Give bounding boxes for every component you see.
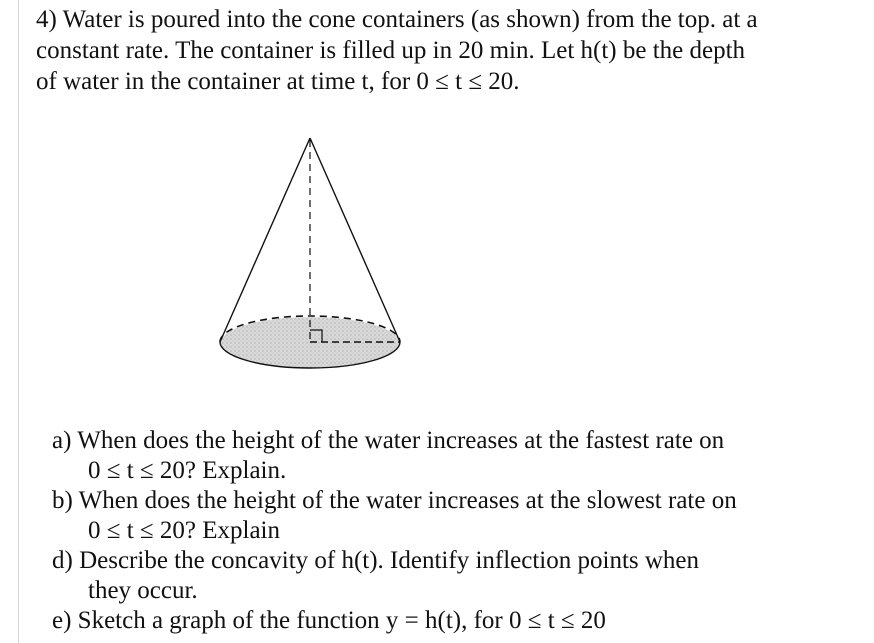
problem-line-2: constant rate. The container is filled up in 20 min. Let h(t) be the depth xyxy=(36,37,746,64)
part-b xyxy=(52,486,852,546)
part-a-line-2: 0 ≤ t ≤ 20? Explain. xyxy=(88,457,287,484)
part-a-line-1: a) When does the height of the water increases at the fastest rate on xyxy=(52,427,725,454)
part-d-line-1: d) Describe the concavity of h(t). Identify inflection points when xyxy=(52,547,700,574)
cone-left-side xyxy=(220,138,310,342)
cone-diagram xyxy=(210,130,420,380)
part-d-line-2: they occur. xyxy=(88,577,198,604)
part-d xyxy=(52,546,852,606)
cone-right-side xyxy=(310,138,400,342)
problem-statement xyxy=(36,4,856,97)
part-e-line-1: e) Sketch a graph of the function y = h(t), for 0 ≤ t ≤ 20 xyxy=(52,607,606,634)
part-e xyxy=(52,606,852,636)
part-b-line-1: b) When does the height of the water increases at the slowest rate on xyxy=(52,487,737,514)
part-a xyxy=(52,426,852,486)
part-b-line-2: 0 ≤ t ≤ 20? Explain xyxy=(88,517,280,544)
question-parts xyxy=(52,426,852,636)
problem-line-3: of water in the container at time t, for 0 ≤ t ≤ 20. xyxy=(36,68,520,95)
page-margin-line xyxy=(18,0,19,643)
problem-line-1: 4) Water is poured into the cone containers (as shown) from the top. at a xyxy=(36,6,758,33)
